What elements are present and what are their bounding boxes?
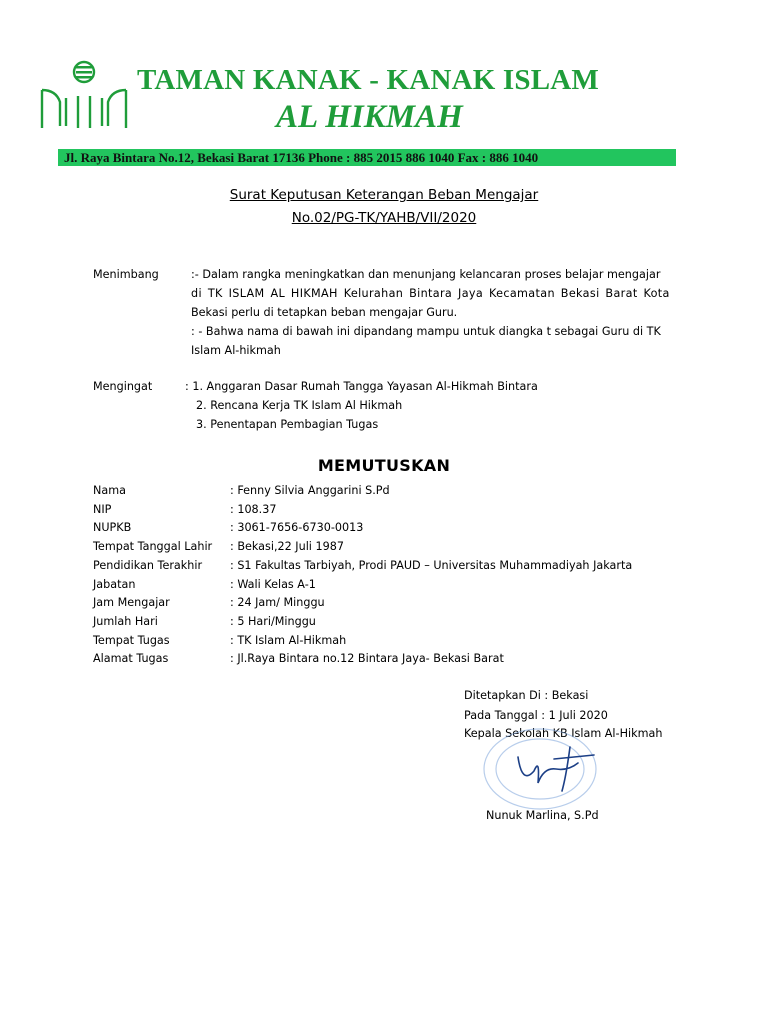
menimbang-line: Islam Al-hikmah bbox=[191, 344, 281, 357]
mengingat-item: 3. Penentapan Pembagian Tugas bbox=[196, 418, 379, 431]
decision-key: Jumlah Hari bbox=[93, 615, 158, 628]
document-title: Surat Keputusan Keterangan Beban Mengajar bbox=[229, 187, 539, 203]
address-bar bbox=[58, 149, 676, 166]
decision-row bbox=[93, 615, 733, 634]
decision-row bbox=[93, 652, 733, 671]
menimbang-line: :- Dalam rangka meningkatkan dan menunjang kelancaran proses belajar mengajar bbox=[191, 268, 661, 281]
decision-key: Tempat Tanggal Lahir bbox=[93, 540, 213, 553]
decision-row bbox=[93, 484, 733, 503]
decision-row bbox=[93, 596, 733, 615]
decision-row bbox=[93, 540, 733, 559]
decision-value: : S1 Fakultas Tarbiyah, Prodi PAUD – Universitas Muhammadiyah Jakarta bbox=[230, 559, 633, 572]
signatory-name: Nunuk Marlina, S.Pd bbox=[486, 809, 599, 822]
decision-value: : 108.37 bbox=[230, 503, 277, 516]
decision-key: NUPKB bbox=[93, 521, 132, 534]
school-logo-icon bbox=[38, 50, 130, 130]
decision-value: : 5 Hari/Minggu bbox=[230, 615, 316, 628]
decision-value: : 24 Jam/ Minggu bbox=[230, 596, 325, 609]
decision-key: Jabatan bbox=[93, 578, 136, 591]
menimbang-line: : - Bahwa nama di bawah ini dipandang mampu untuk diangka t sebagai Guru di TK bbox=[191, 325, 661, 338]
school-sub-name: AL HIKMAH bbox=[276, 99, 463, 135]
decision-row bbox=[93, 559, 733, 578]
signature-place: Ditetapkan Di : Bekasi bbox=[464, 689, 589, 702]
school-stamp-and-signature-icon bbox=[482, 727, 632, 817]
decision-value: : TK Islam Al-Hikmah bbox=[230, 634, 347, 647]
decision-value: : 3061-7656-6730-0013 bbox=[230, 521, 364, 534]
menimbang-label: Menimbang bbox=[93, 268, 159, 281]
decision-key: Nama bbox=[93, 484, 126, 497]
decision-key: NIP bbox=[93, 503, 112, 516]
decision-value: : Fenny Silvia Anggarini S.Pd bbox=[230, 484, 390, 497]
decision-row bbox=[93, 503, 733, 522]
decision-key: Jam Mengajar bbox=[93, 596, 170, 609]
decision-key: Tempat Tugas bbox=[93, 634, 170, 647]
address-text: Jl. Raya Bintara No.12, Bekasi Barat 17136 Phone : 885 2015 886 1040 Fax : 886 1040 bbox=[64, 150, 539, 165]
memutuskan-heading: MEMUTUSKAN bbox=[317, 456, 451, 475]
menimbang-line: Bekasi perlu di tetapkan beban mengajar Guru. bbox=[191, 306, 458, 319]
mengingat-item: 2. Rencana Kerja TK Islam Al Hikmah bbox=[196, 399, 403, 412]
decision-key: Alamat Tugas bbox=[93, 652, 169, 665]
menimbang-line: di TK ISLAM AL HIKMAH Kelurahan Bintara Jaya Kecamatan Bekasi Barat Kota bbox=[191, 287, 670, 300]
document-number: No.02/PG-TK/YAHB/VII/2020 bbox=[291, 210, 477, 226]
mengingat-label: Mengingat bbox=[93, 380, 153, 393]
signature-date: Pada Tanggal : 1 Juli 2020 bbox=[464, 709, 608, 722]
school-name: TAMAN KANAK - KANAK ISLAM bbox=[137, 64, 600, 96]
decision-row bbox=[93, 521, 733, 540]
mengingat-item: : 1. Anggaran Dasar Rumah Tangga Yayasan Al-Hikmah Bintara bbox=[185, 380, 538, 393]
decision-key: Pendidikan Terakhir bbox=[93, 559, 203, 572]
decision-value: : Jl.Raya Bintara no.12 Bintara Jaya- Bekasi Barat bbox=[230, 652, 504, 665]
decision-value: : Bekasi,22 Juli 1987 bbox=[230, 540, 344, 553]
decision-value: : Wali Kelas A-1 bbox=[230, 578, 316, 591]
signature-position: Kepala Sekolah KB Islam Al-Hikmah bbox=[464, 727, 663, 740]
decision-row bbox=[93, 578, 733, 597]
decision-row bbox=[93, 634, 733, 653]
